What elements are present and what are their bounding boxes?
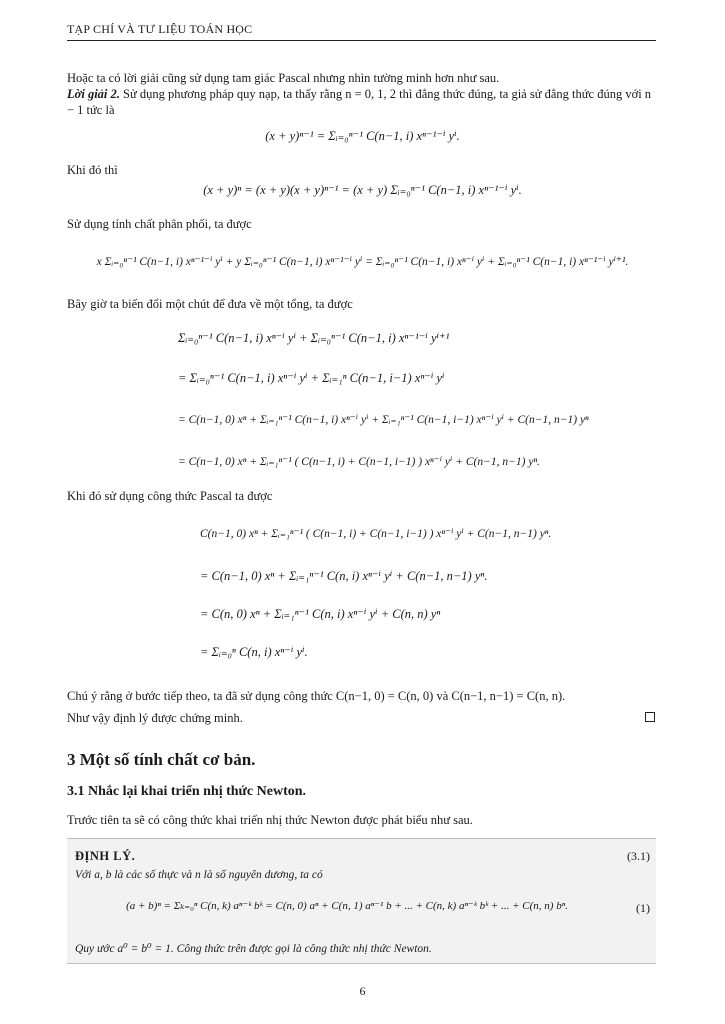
equation-3: x Σᵢ₌₀ⁿ⁻¹ C(n−1, i) xⁿ⁻¹⁻ⁱ yⁱ + y Σᵢ₌₀ⁿ⁻¹ C(n−1, i) xⁿ⁻¹⁻ⁱ yⁱ = Σᵢ₌₀ⁿ⁻¹ C(n−1, i) xⁿ⁻ⁱ yⁱ + Σᵢ₌₀ⁿ⁻¹ C(n−1, i) xⁿ⁻¹⁻ⁱ yⁱ⁺¹. xyxy=(96,256,629,268)
section-3-1-intro: Trước tiên ta sẽ có công thức khai triển nhị thức Newton được phát biểu như sau. xyxy=(67,813,473,827)
qed-square-icon xyxy=(645,712,655,722)
note-text: Chú ý rằng ở bước tiếp theo, ta đã sử dụng công thức C(n−1, 0) = C(n, 0) và C(n−1, n−1) = C(n, n). xyxy=(67,689,566,703)
solution-label: Lời giải 2. xyxy=(67,87,120,101)
align2-line-4: = Σᵢ₌₀ⁿ C(n, i) xⁿ⁻ⁱ yⁱ. xyxy=(200,645,308,659)
equation-1: (x + y)ⁿ⁻¹ = Σᵢ₌₀ⁿ⁻¹ C(n−1, i) xⁿ⁻¹⁻ⁱ yⁱ. xyxy=(265,129,460,143)
align2-line-1: C(n−1, 0) xⁿ + Σᵢ₌₁ⁿ⁻¹ ( C(n−1, i) + C(n−1, i−1) ) xⁿ⁻ⁱ yⁱ + C(n−1, n−1) yⁿ. xyxy=(200,528,552,540)
align2-line-2: = C(n−1, 0) xⁿ + Σᵢ₌₁ⁿ⁻¹ C(n, i) xⁿ⁻ⁱ yⁱ + C(n−1, n−1) yⁿ. xyxy=(200,569,488,583)
section-3-heading: 3 Một số tính chất cơ bản. xyxy=(67,750,256,769)
theorem-convention: Quy ước a⁰ = b⁰ = 1. Công thức trên được gọi là công thức nhị thức Newton. xyxy=(75,943,432,955)
running-header: TẠP CHÍ VÀ TƯ LIỆU TOÁN HỌC xyxy=(67,22,656,41)
then-text: Khi đó thì xyxy=(67,163,118,177)
solution-text: Sử dụng phương pháp quy nạp, ta thấy rằng n = 0, 1, 2 thì đẳng thức đúng, ta giả sử đẳng thức đúng với n − 1 tức là xyxy=(67,87,652,117)
align1-line-3: = C(n−1, 0) xⁿ + Σᵢ₌₁ⁿ⁻¹ C(n−1, i) xⁿ⁻ⁱ yⁱ + Σᵢ₌₁ⁿ⁻¹ C(n−1, i−1) xⁿ⁻ⁱ yⁱ + C(n−1, n−1) yⁿ xyxy=(178,414,589,426)
theorem-statement: Với a, b là các số thực và n là số nguyên dương, ta có xyxy=(75,869,323,881)
proved-text: Như vậy định lý được chứng minh. xyxy=(67,711,243,725)
distrib-text: Sử dụng tính chất phân phối, ta được xyxy=(67,217,252,231)
align2-line-3: = C(n, 0) xⁿ + Σᵢ₌₁ⁿ⁻¹ C(n, i) xⁿ⁻ⁱ yⁱ + C(n, n) yⁿ xyxy=(200,607,441,621)
transform-text: Bây giờ ta biến đổi một chút để đưa về một tổng, ta được xyxy=(67,297,353,311)
pascal-text: Khi đó sử dụng công thức Pascal ta được xyxy=(67,489,273,503)
solution-paragraph xyxy=(67,86,656,118)
theorem-number: (3.1) xyxy=(627,849,650,863)
page-number: 6 xyxy=(359,984,366,998)
align1-line-2: = Σᵢ₌₀ⁿ⁻¹ C(n−1, i) xⁿ⁻ⁱ yⁱ + Σᵢ₌₁ⁿ C(n−1, i−1) xⁿ⁻ⁱ yⁱ xyxy=(178,371,445,385)
theorem-formula: (a + b)ⁿ = Σₖ₌₀ⁿ C(n, k) aⁿ⁻ᵏ bᵏ = C(n, 0) aⁿ + C(n, 1) aⁿ⁻¹ b + ... + C(n, k) aⁿ⁻ᵏ bᵏ + ... + C(n, n) bⁿ. xyxy=(126,900,568,912)
align1-line-4: = C(n−1, 0) xⁿ + Σᵢ₌₁ⁿ⁻¹ ( C(n−1, i) + C(n−1, i−1) ) xⁿ⁻ⁱ yⁱ + C(n−1, n−1) yⁿ. xyxy=(178,456,540,468)
section-3-1-heading: 3.1 Nhắc lại khai triển nhị thức Newton. xyxy=(67,784,307,799)
intro-paragraph: Hoặc ta có lời giải cũng sử dụng tam giác Pascal nhưng nhìn tường minh hơn như sau. xyxy=(67,71,500,85)
equation-2: (x + y)ⁿ = (x + y)(x + y)ⁿ⁻¹ = (x + y) Σᵢ₌₀ⁿ⁻¹ C(n−1, i) xⁿ⁻¹⁻ⁱ yⁱ. xyxy=(203,183,522,197)
theorem-title: ĐỊNH LÝ. xyxy=(75,849,136,863)
align1-line-1: Σᵢ₌₀ⁿ⁻¹ C(n−1, i) xⁿ⁻ⁱ yⁱ + Σᵢ₌₀ⁿ⁻¹ C(n−1, i) xⁿ⁻¹⁻ⁱ yⁱ⁺¹ xyxy=(178,331,450,345)
theorem-box xyxy=(67,838,656,964)
theorem-equation-number: (1) xyxy=(636,901,650,915)
